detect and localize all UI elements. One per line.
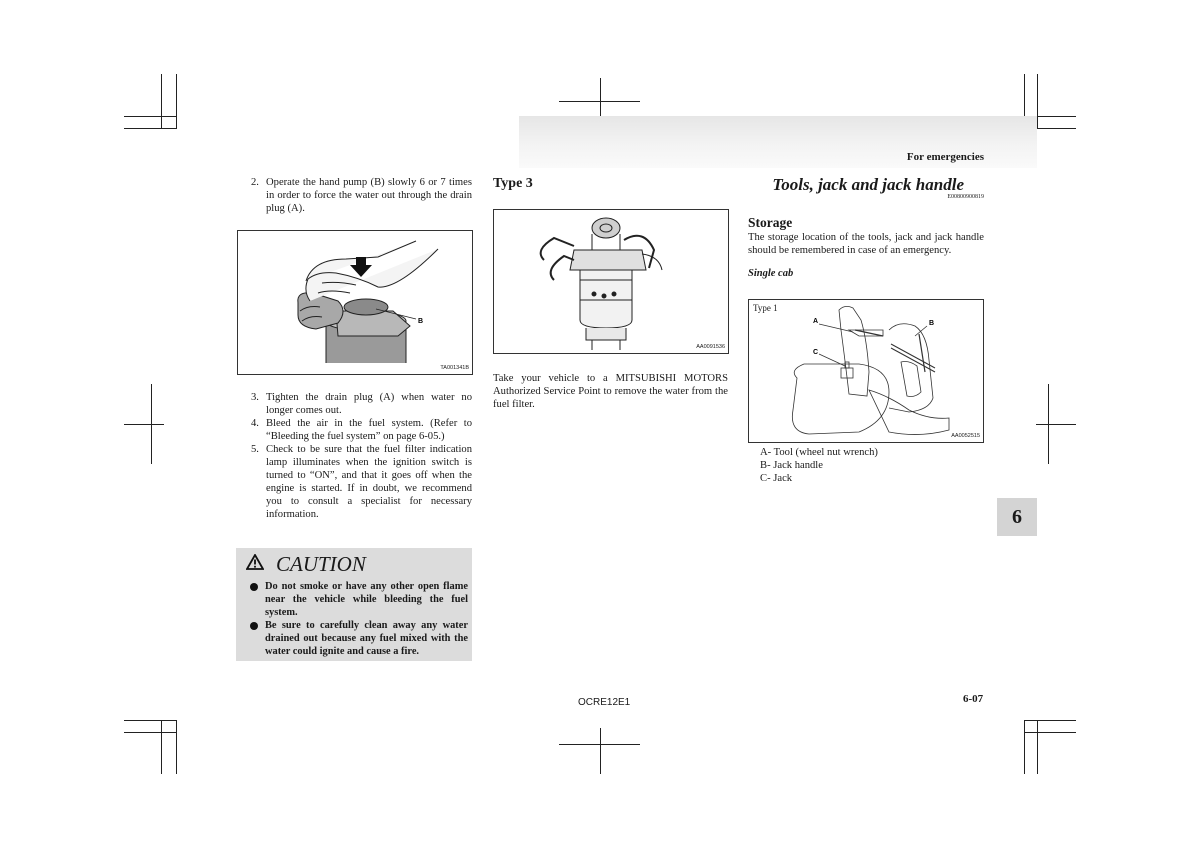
step-text: Check to be sure that the fuel filter indication lamp illuminates when the ignition switch is turned to “ON”, and that it goes off when the engine is started. If in doubt, we recommend you to consult a specialist for necessary information. [266, 444, 472, 520]
figure-legend [760, 446, 878, 485]
label-b: B [929, 320, 935, 327]
step-number: 2. [251, 177, 259, 188]
type-3-heading: Type 3 [493, 176, 533, 191]
figure-code: AA0091536 [696, 344, 725, 350]
label-a: A [813, 318, 819, 325]
step-text: Tighten the drain plug (A) when water no longer comes out. [266, 392, 472, 416]
legend-item: C- Jack [760, 473, 793, 484]
caution-text: Do not smoke or have any other open flame near the vehicle while bleeding the fuel system. [265, 581, 468, 618]
single-cab-heading: Single cab [748, 268, 794, 279]
seat-illustration [749, 300, 983, 442]
step-3 [251, 391, 472, 417]
label-b: B [418, 318, 424, 325]
hand-pump-illustration [238, 231, 472, 374]
storage-text [748, 231, 984, 257]
steps-3-5 [251, 391, 472, 521]
figure-type-label: Type 1 [753, 303, 778, 313]
step-number: 3. [251, 392, 259, 403]
service-paragraph: Take your vehicle to a MITSUBISHI MOTORS Authorized Service Point to remove the water from the fuel filter. [493, 373, 728, 410]
caution-item [250, 580, 468, 619]
caution-box [236, 548, 472, 661]
warning-triangle-icon [246, 554, 264, 570]
title-code: E00800900819 [947, 194, 984, 200]
step-5 [251, 443, 472, 521]
footer-code: OCRE12E1 [578, 697, 631, 708]
caution-text: Be sure to carefully clean away any water drained out because any fuel mixed with the water could ignite and cause a fire. [265, 620, 468, 657]
step-text: Operate the hand pump (B) slowly 6 or 7 times in order to force the water out through the drain plug (A). [266, 177, 472, 214]
step-number: 5. [251, 444, 259, 455]
tools-title: Tools, jack and jack handle [772, 175, 964, 194]
fuel-filter-illustration [494, 210, 728, 353]
bullet-icon [250, 583, 258, 591]
page-number: 6-07 [963, 693, 984, 705]
label-c: C [813, 349, 819, 356]
section-title: For emergencies [906, 151, 984, 163]
caution-item [250, 619, 468, 658]
legend-item: A- Tool (wheel nut wrench) [760, 447, 878, 458]
fuel-filter-figure [493, 209, 729, 354]
step-2 [251, 176, 472, 215]
step-text: Bleed the air in the fuel system. (Refer to “Bleeding the fuel system” on page 6-05.) [266, 418, 472, 442]
chapter-tab: 6 [997, 498, 1037, 536]
figure-code: AA0052515 [951, 433, 980, 439]
service-text [493, 372, 728, 411]
hand-pump-figure [237, 230, 473, 375]
storage-heading: Storage [748, 215, 793, 230]
legend-item: B- Jack handle [760, 460, 823, 471]
caution-title: CAUTION [276, 552, 366, 576]
seat-storage-figure [748, 299, 984, 443]
step-number: 4. [251, 418, 259, 429]
storage-paragraph: The storage location of the tools, jack and jack handle should be remembered in case of an emergency. [748, 232, 984, 256]
caution-list [250, 580, 468, 658]
bullet-icon [250, 622, 258, 630]
step-4 [251, 417, 472, 443]
figure-code: TA001341B [440, 365, 469, 371]
